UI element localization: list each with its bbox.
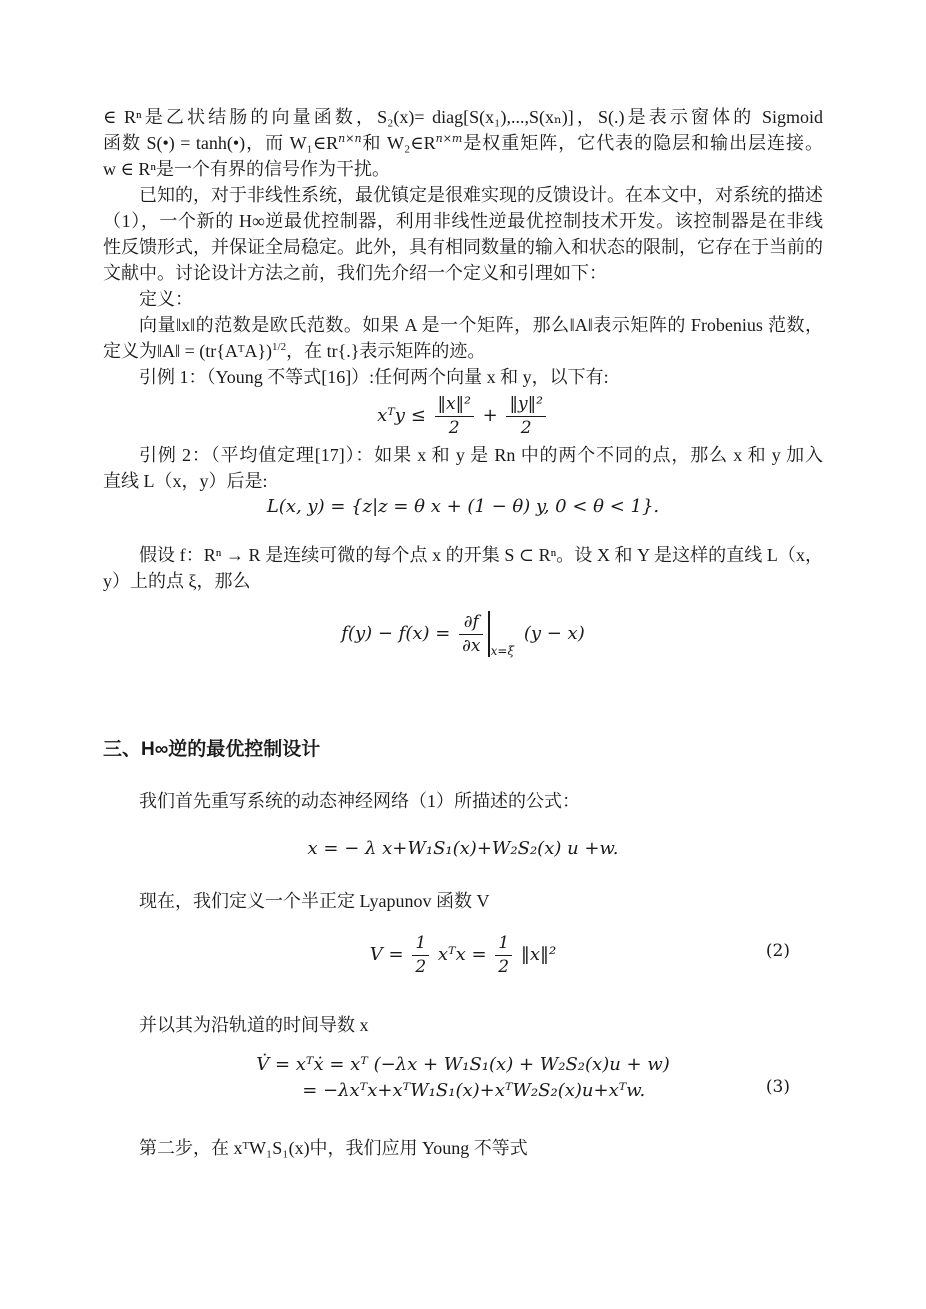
v-eq-fraction-2-numerator: 1 (498, 932, 510, 953)
assumption-line-1: 假设 f：Rⁿ → R 是连续可微的每个点 x 的开集 S ⊂ Rⁿ。设 X 和 Y 是这样的直线 L（x， (139, 545, 823, 565)
intro-line-1: ∈ Rⁿ是乙状结肠的向量函数，S₂(x)= diag[S(x₁),...,S(xₙ)]，S(.)是表示窗体的 Sigmoid (103, 107, 823, 127)
mvt-rhs: (y − x) (523, 623, 585, 644)
definition-title: 定义： (139, 289, 193, 309)
section-heading: 三、H∞逆的最优控制设计 (103, 739, 321, 760)
lyapunov-function-formula (103, 930, 823, 980)
lemma2-line-2: 直线 L（x，y）后是: (103, 471, 268, 491)
intro-line-2-c: 是权重矩阵，它代表的隐层和输出层连接。 (462, 133, 823, 153)
superscript-one-half: 1/2 (272, 341, 287, 353)
line-segment-formula (103, 494, 823, 520)
definition-line-2-b: ，在 tr{.}表示矩阵的迹。 (286, 341, 486, 361)
mvt-partial-fraction (459, 612, 483, 657)
v-eq-fraction-1 (412, 933, 429, 978)
para2-line-2: （1），一个新的 H∞逆最优控制器，利用非线性逆最优控制技术开发。该控制器是在非线 (103, 211, 823, 231)
young-fraction-y (506, 394, 545, 439)
lemma1-line: 引例 1：（Young 不等式[16]）:任何两个向量 x 和 y，以下有: (139, 367, 609, 387)
intro-line-2-b: 和 W₂∈R (361, 133, 436, 153)
lemma2-line-1: 引例 2：（平均值定理[17]）：如果 x 和 y 是 Rn 中的两个不同的点，那么 x 和 y 加入 (139, 445, 823, 465)
v-eq-fraction-1-numerator: 1 (415, 932, 427, 953)
system-dynamics-formula (103, 836, 823, 862)
young-fraction-x (435, 394, 474, 439)
young-inequality-formula (103, 392, 823, 440)
vdot-lines (256, 1052, 670, 1104)
para2-line-3: 性反馈形式，并保证全局稳定。此外，具有相同数量的输入和状态的限制，它存在于当前的 (103, 237, 823, 257)
mvt-partial-numerator: ∂f (463, 611, 479, 632)
young-plus-sign: + (482, 405, 498, 426)
intro-line-3: w ∈ Rⁿ是一个有界的信号作为干扰。 (103, 159, 390, 179)
definition-line-2-a: 定义为‖A‖ = (tr{AᵀA}) (103, 341, 273, 361)
para2-line-1: 已知的，对于非线性系统，最优镇定是很难实现的反馈设计。在本文中，对系统的描述 (139, 185, 823, 205)
assumption-line-2: y）上的点 ξ，那么 (103, 571, 251, 591)
intro-line-2 (103, 130, 823, 156)
lyapunov-intro-line: 现在，我们定义一个半正定 Lyapunov 函数 V (139, 891, 490, 911)
intro-line-2-a: 函数 S(•) = tanh(•)，而 W₁∈R (103, 133, 339, 153)
v-eq-post: ‖x‖² (520, 944, 557, 965)
equation-number-3: (3) (765, 1077, 790, 1097)
mvt-lhs: f(y) − f(x) = (341, 623, 451, 644)
young-fraction-x-numerator: ‖x‖² (437, 393, 471, 414)
mvt-partial-denominator: ∂x (459, 634, 483, 657)
vdot-formula (103, 1052, 823, 1104)
document-content (103, 104, 823, 1161)
step2-line: 第二步，在 xᵀW₁S₁(x)中，我们应用 Young 不等式 (139, 1138, 528, 1158)
young-fraction-y-denominator: 2 (506, 416, 545, 439)
vdot-line-1: V̇ = xᵀẋ = xᵀ (−λx + W₁S₁(x) + W₂S₂(x)u + w) (256, 1054, 670, 1075)
superscript-nxn: n×n (338, 132, 362, 145)
definition-line-2 (103, 338, 823, 364)
evaluation-bar (488, 611, 489, 657)
superscript-nxm: n×m (435, 132, 463, 145)
equation-number-2: (2) (765, 941, 790, 961)
system-dynamics-formula-text: x = − λ x+W₁S₁(x)+W₂S₂(x) u +w. (307, 838, 619, 859)
v-eq-mid: xᵀx = (437, 944, 487, 965)
mean-value-theorem-formula (103, 604, 823, 664)
v-eq-fraction-2-denominator: 2 (495, 955, 512, 978)
young-fraction-y-numerator: ‖y‖² (509, 393, 543, 414)
rewrite-line: 我们首先重写系统的动态神经网络（1）所描述的公式： (139, 791, 580, 811)
derivative-intro-line: 并以其为沿轨道的时间导数 x (139, 1015, 369, 1035)
vdot-line-2: = −λxᵀx+xᵀW₁S₁(x)+xᵀW₂S₂(x)u+xᵀw. (302, 1080, 646, 1101)
definition-line-1: 向量‖x‖的范数是欧氏范数。如果 A 是一个矩阵，那么‖A‖表示矩阵的 Frobenius 范数， (139, 315, 823, 335)
v-eq-fraction-1-denominator: 2 (412, 955, 429, 978)
v-eq-fraction-2 (495, 933, 512, 978)
para2-line-4: 文献中。讨论设计方法之前，我们先介绍一个定义和引理如下： (103, 263, 607, 283)
young-fraction-x-denominator: 2 (435, 416, 474, 439)
mvt-evaluation-condition: x=ξ (490, 644, 515, 658)
line-segment-formula-text: L(x, y) = {z|z = θ x + (1 − θ) y, 0 < θ < 1}. (266, 496, 660, 517)
young-lhs: xᵀy ≤ (377, 405, 426, 426)
v-eq-pre: V = (369, 944, 404, 965)
